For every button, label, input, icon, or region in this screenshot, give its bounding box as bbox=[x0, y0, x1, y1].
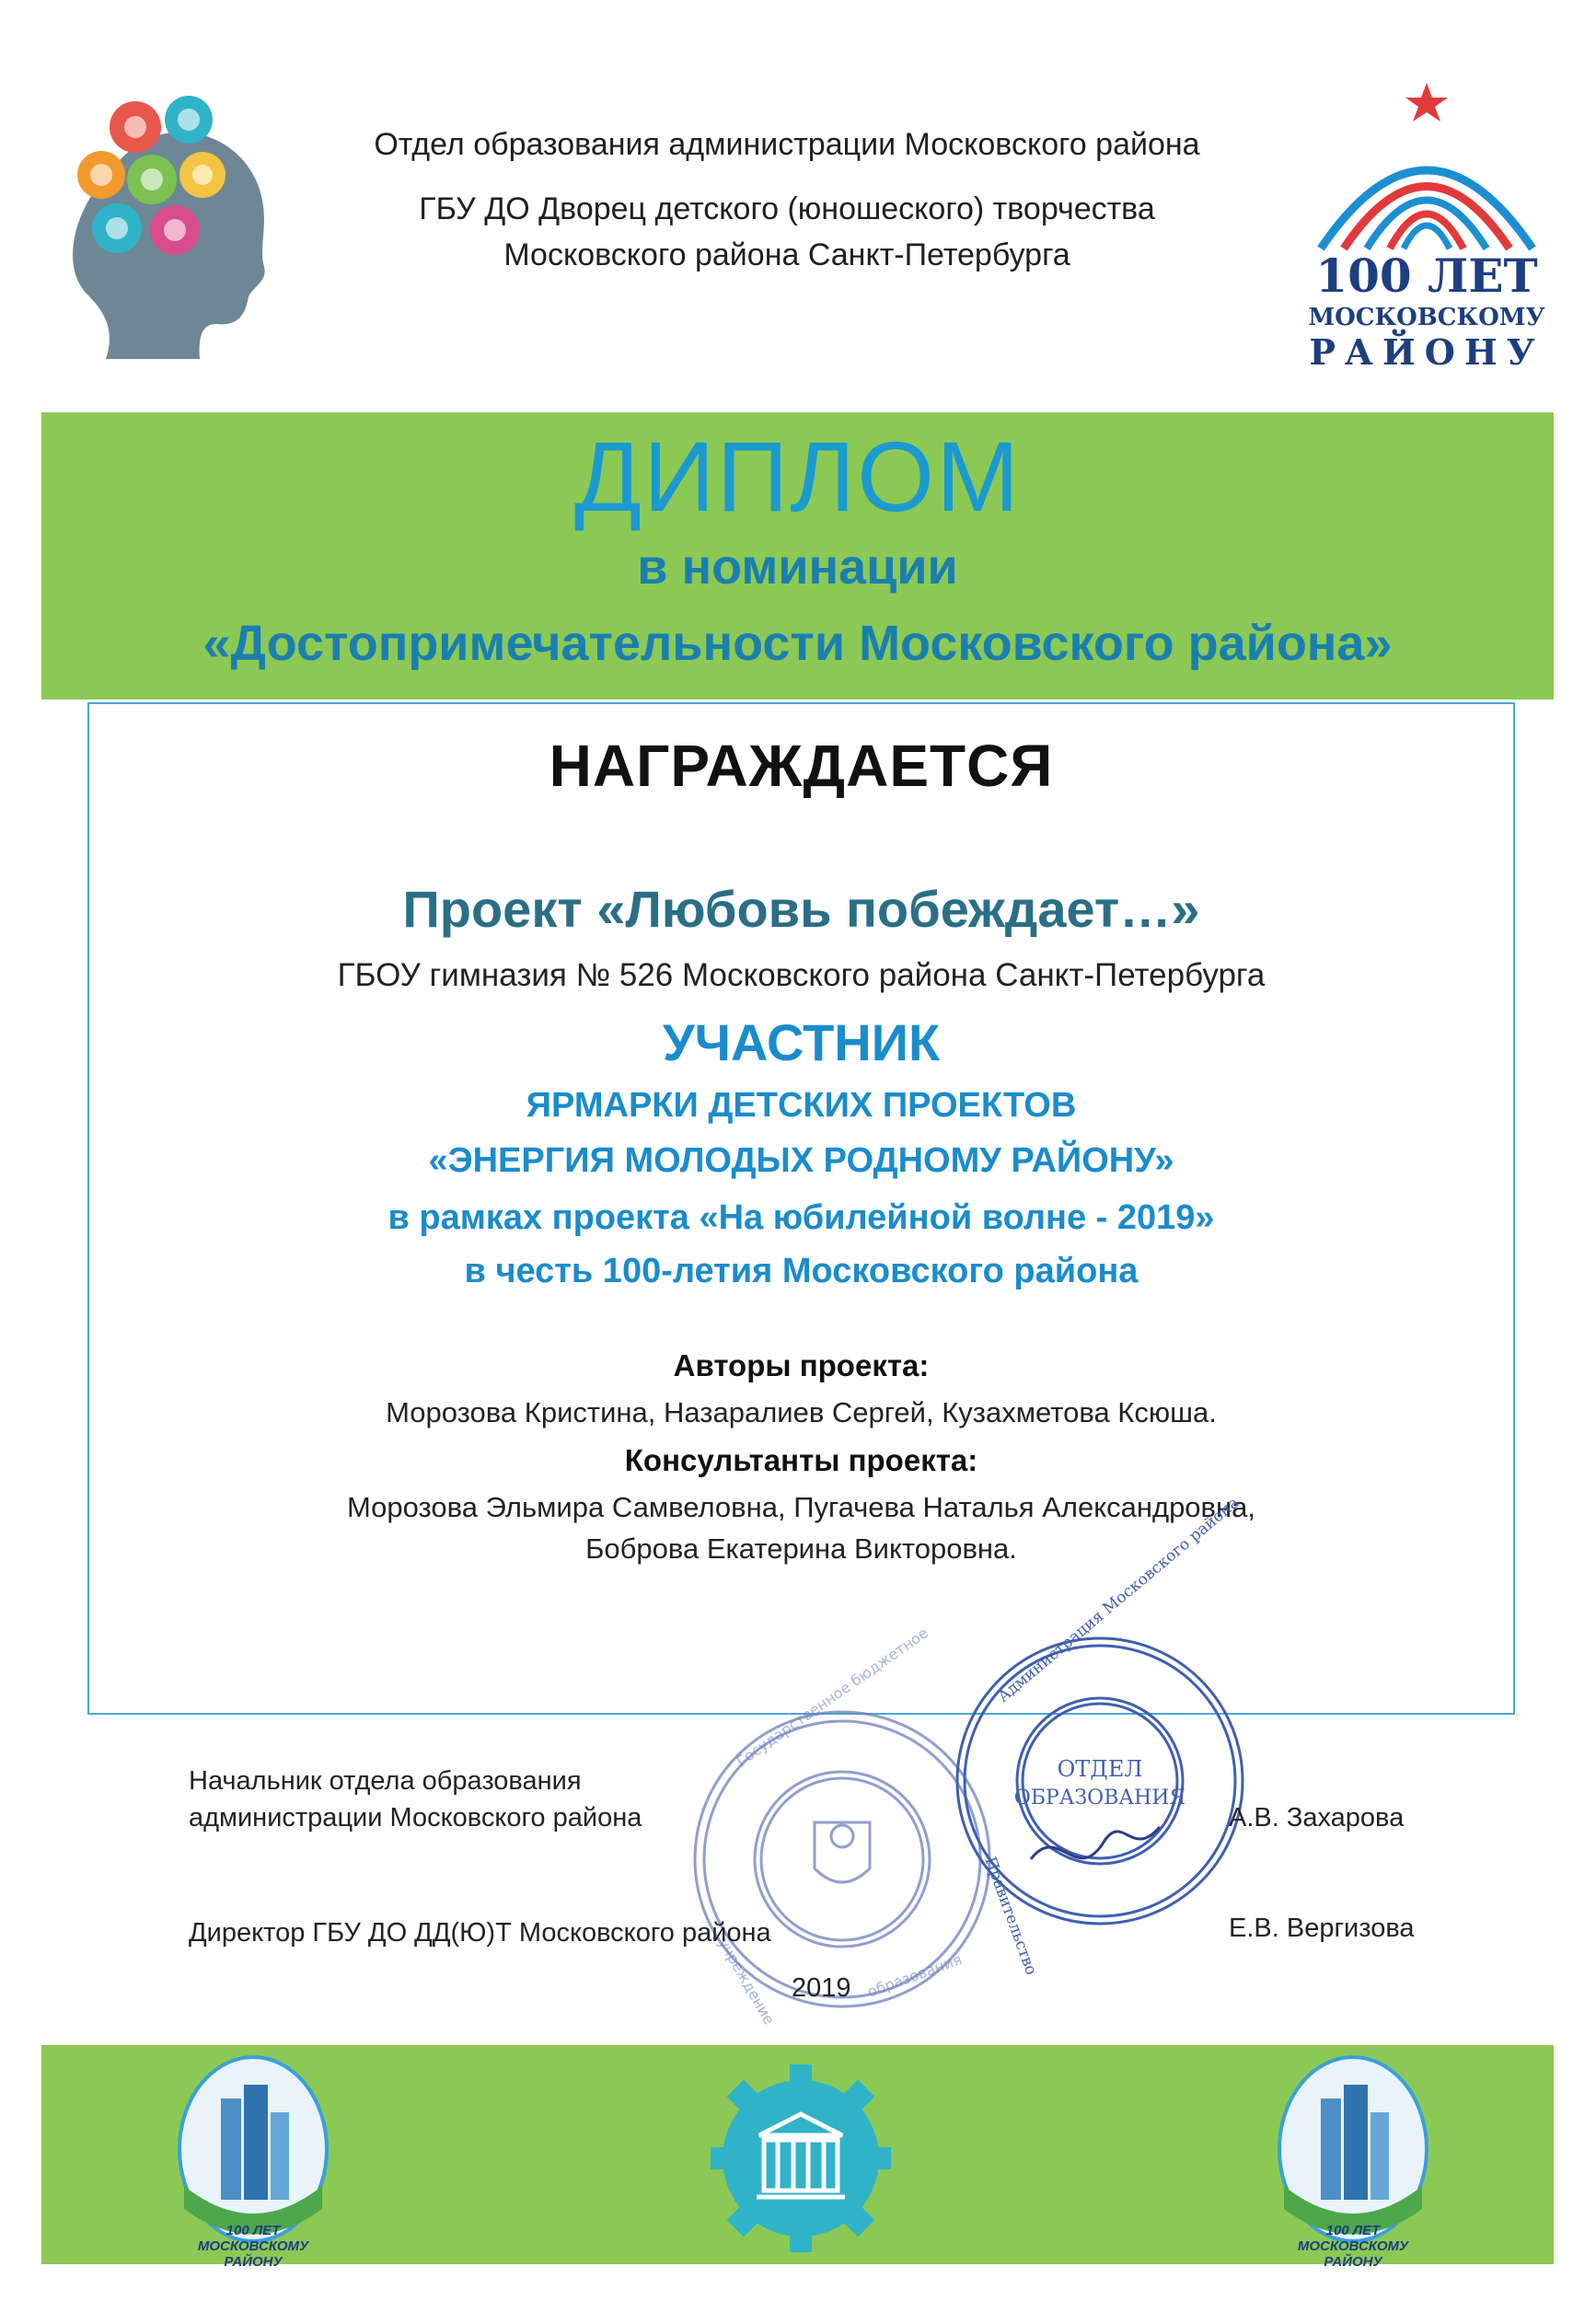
school-name: ГБОУ гимназия № 526 Московского района Санкт-Петербурга bbox=[337, 957, 1266, 993]
authors-heading: Авторы проекта: bbox=[673, 1348, 930, 1382]
project-title: Проект «Любовь побеждает…» bbox=[402, 880, 1200, 938]
consultants-list-line-1: Морозова Эльмира Самвеловна, Пугачева Наталья Александровна, bbox=[347, 1491, 1255, 1523]
signatory-1-role-line-2: администрации Московского района bbox=[189, 1803, 642, 1833]
logo-line-2: МОСКОВСКОМУ bbox=[1308, 304, 1545, 331]
svg-text:Администрация Московского райо: Администрация Московского района bbox=[994, 1493, 1243, 1706]
logo-line-3: РАЙОНУ bbox=[1309, 331, 1544, 373]
palace-gear-icon bbox=[709, 2048, 893, 2269]
badge-left-caption: 100 ЛЕТ МОСКОВСКОМУ РАЙОНУ bbox=[197, 2223, 309, 2270]
header-line-2: ГБУ ДО Дворец детского (юношеского) творчества bbox=[419, 191, 1155, 226]
nomination-subtitle: в номинации bbox=[637, 539, 958, 595]
signatory-1-name: А.В. Захарова bbox=[1229, 1803, 1405, 1833]
header-line-3: Московского района Санкт-Петербурга bbox=[503, 237, 1070, 272]
logo-line-1: 100 ЛЕТ bbox=[1315, 249, 1538, 303]
signatory-2-name: Е.В. Вергизова bbox=[1229, 1914, 1415, 1943]
nomination-name: «Достопримечательности Московского района» bbox=[202, 616, 1393, 671]
svg-text:Государственное бюджетное: Государственное бюджетное bbox=[733, 1624, 932, 1771]
fair-line-2: «ЭНЕРГИЯ МОЛОДЫХ РОДНОМУ РАЙОНУ» bbox=[428, 1141, 1174, 1180]
department-stamp-icon bbox=[948, 1493, 1252, 1978]
diploma-title: ДИПЛОМ bbox=[573, 421, 1022, 532]
authors-list: Морозова Кристина, Назаралиев Сергей, Кузахметова Ксюша. bbox=[386, 1396, 1217, 1428]
signatory-2-role: Директор ГБУ ДО ДД(Ю)Т Московского района bbox=[189, 1918, 771, 1948]
anniversary-logo bbox=[1293, 74, 1560, 373]
header-line-1: Отдел образования администрации Московского района bbox=[374, 127, 1200, 162]
arcs-star-icon bbox=[1293, 74, 1560, 258]
badge-right-caption: 100 ЛЕТ МОСКОВСКОМУ РАЙОНУ bbox=[1297, 2223, 1409, 2270]
participant-heading: УЧАСТНИК bbox=[662, 1013, 941, 1071]
issue-year: 2019 bbox=[792, 1973, 851, 2003]
consultants-heading: Консультанты проекта: bbox=[624, 1443, 978, 1477]
awarded-heading: НАГРАЖДАЕТСЯ bbox=[549, 733, 1054, 799]
svg-text:образования: образования bbox=[864, 1950, 965, 2001]
fair-line-1: ЯРМАРКИ ДЕТСКИХ ПРОЕКТОВ bbox=[526, 1086, 1077, 1125]
fair-line-3: в рамках проекта «На юбилейной волне - 2019» bbox=[387, 1198, 1215, 1237]
svg-text:ОБРАЗОВАНИЯ: ОБРАЗОВАНИЯ bbox=[1013, 1786, 1186, 1810]
fair-line-4: в честь 100-летия Московского района bbox=[464, 1252, 1139, 1290]
svg-text:Правительство: Правительство bbox=[980, 1854, 1041, 1978]
signatory-1-role-line-1: Начальник отдела образования bbox=[189, 1766, 582, 1796]
consultants-list-line-2: Боброва Екатерина Викторовна. bbox=[585, 1532, 1017, 1565]
education-logo-icon bbox=[51, 83, 281, 364]
svg-text:учреждение: учреждение bbox=[714, 1935, 779, 2028]
svg-text:ОТДЕЛ: ОТДЕЛ bbox=[1057, 1756, 1143, 1782]
